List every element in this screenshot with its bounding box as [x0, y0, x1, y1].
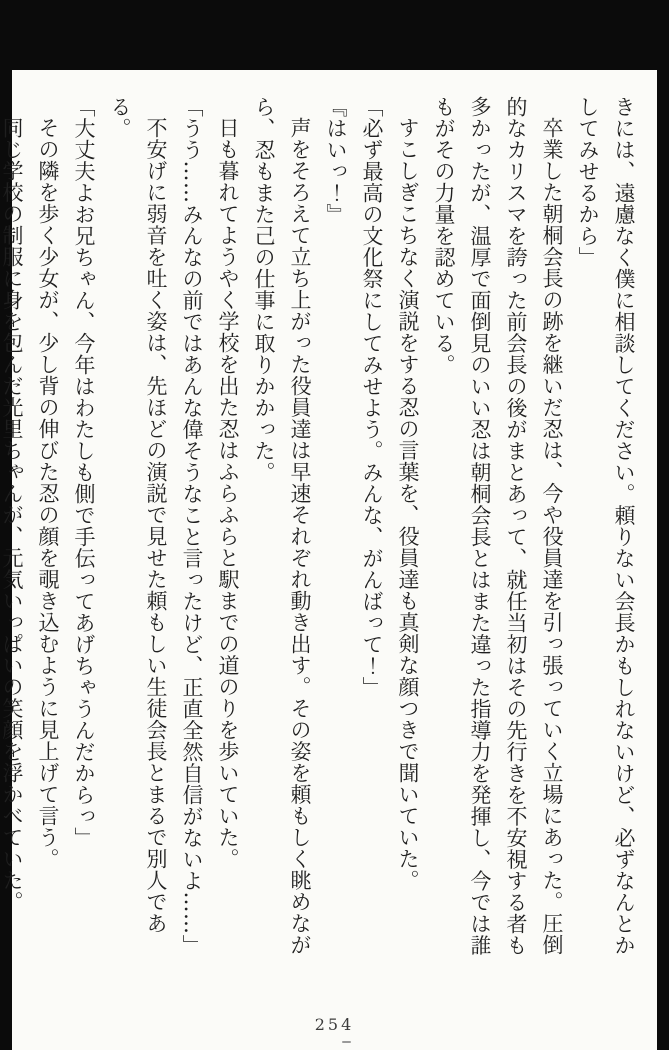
paragraph: 声をそろえて立ち上がった役員達は早速それぞれ動き出す。その姿を頼もしく眺めながら、忍もまた己の仕事に取りかかった。 [252, 96, 312, 956]
paragraph: 「必ず最高の文化祭にしてみせよう。みんな、がんばって！」 [360, 96, 384, 698]
scan-border-top [0, 0, 669, 70]
paragraph: 『はいっ！』 [324, 96, 348, 225]
paragraph: 卒業した朝桐会長の跡を継いだ忍は、今や役員達を引っ張っていく立場にあった。圧倒的なカリスマを誇った前会長の後がまとあって、就任当初はその先行きを不安視する者も多かったが、温厚で面倒見のいい忍は朝桐会長とはまた違った指導力を発揮し、今では誰もがその力量を認めている。 [432, 96, 564, 956]
scan-artifact-mark [342, 1041, 351, 1043]
scan-border-right [657, 0, 669, 1050]
paragraph: すこしぎこちなく演説をする忍の言葉を、役員達も真剣な顔つきで聞いていた。 [396, 117, 420, 891]
paragraph: 「大丈夫よお兄ちゃん、今年はわたしも側で手伝ってあげちゃうんだからっ」 [72, 96, 96, 849]
paragraph: その隣を歩く少女が、少し背の伸びた忍の顔を覗き込むように見上げて言う。 [36, 117, 60, 870]
paragraph: きには、遠慮なく僕に相談してください。頼りない会長かもしれないけど、必ずなんとかしてみせるから」 [576, 96, 636, 956]
paragraph: 「うう……みんなの前ではあんな偉そうなこと言ったけど、正直全然自信がないよ……」 [180, 96, 204, 956]
vertical-text-block [0, 96, 642, 966]
page-number: 254 [314, 1015, 355, 1034]
paragraph: 同じ学校の制服に身を包んだ光里ちゃんが、元気いっぱいの笑顔を浮かべていた。 [0, 117, 24, 913]
paragraph: 日も暮れてようやく学校を出た忍はふらふらと駅までの道のりを歩いていた。 [216, 117, 240, 870]
paragraph: 不安げに弱音を吐く姿は、先ほどの演説で見せた頼もしい生徒会長とまるで別人である。 [108, 96, 168, 934]
